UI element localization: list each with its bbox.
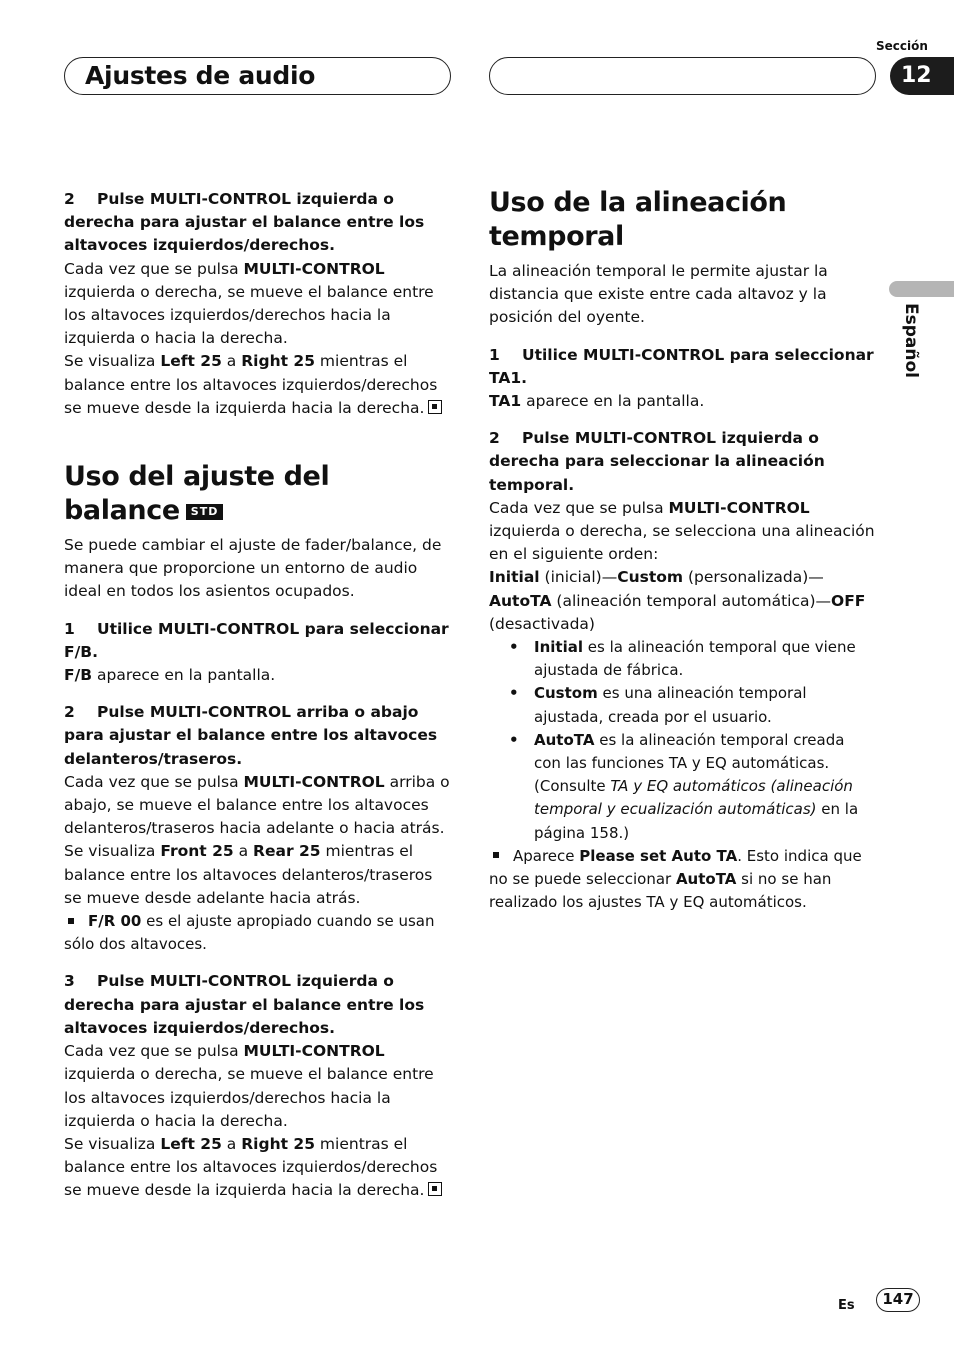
step-title: Pulse MULTI-CONTROL izquierda o derecha para ajustar el balance entre los altavoces izquierdos/derechos. <box>64 972 425 1037</box>
language-tab-label: Español <box>901 303 921 378</box>
step-heading <box>489 344 875 390</box>
note: F/R 00 es el ajuste apropiado cuando se usan sólo dos altavoces. <box>64 912 435 954</box>
paragraph: Cada vez que se pulsa MULTI-CONTROL izquierda o derecha, se selecciona una alineación en el siguiente orden: <box>489 498 875 564</box>
paragraph: Cada vez que se pulsa MULTI-CONTROL arriba o abajo, se mueve el balance entre los altavoces delanteros/traseros hacia adelante o hacia atrás. <box>64 772 450 838</box>
note-square-icon <box>493 852 499 858</box>
header-blank-box <box>489 57 876 95</box>
step-title: Pulse MULTI-CONTROL izquierda o derecha para ajustar el balance entre los altavoces izquierdos/derechos. <box>64 190 425 255</box>
step-title: Utilice MULTI-CONTROL para seleccionar F/B. <box>64 619 449 661</box>
step-title: Utilice MULTI-CONTROL para seleccionar TA1. <box>489 345 874 387</box>
list-item: • Initial es la alineación temporal que viene ajustada de fábrica. <box>489 636 875 682</box>
list-item: • AutoTA es la alineación temporal creada con las funciones TA y EQ automáticas. (Consulte TA y EQ automáticos (alineación temporal y ecualización automáticas) en la página 158.) <box>489 729 875 845</box>
step-number: 1 <box>489 345 500 364</box>
step-heading <box>64 618 450 664</box>
paragraph: Cada vez que se pulsa MULTI-CONTROL izquierda o derecha, se mueve el balance entre los altavoces izquierdos/derechos hacia la izquierda o hacia la derecha. <box>64 259 434 348</box>
end-mark-icon <box>428 400 442 414</box>
note-square-icon <box>68 918 74 924</box>
section-heading: Uso del ajuste del balance STD <box>64 461 330 527</box>
language-code: Es <box>838 1298 855 1313</box>
step-number: 1 <box>64 619 75 638</box>
section-title: Ajustes de audio <box>85 61 316 90</box>
list-item: • Custom es una alineación temporal ajustada, creada por el usuario. <box>489 682 875 728</box>
step-number: 2 <box>489 429 500 448</box>
paragraph: Se visualiza Left 25 a Right 25 mientras el balance entre los altavoces izquierdos/derechos se mueve desde la izquierda hacia la derecha. <box>64 1133 450 1203</box>
step-title: Pulse MULTI-CONTROL izquierda o derecha para seleccionar la alineación temporal. <box>489 429 825 494</box>
step-heading <box>64 701 450 771</box>
paragraph: Cada vez que se pulsa MULTI-CONTROL izquierda o derecha, se mueve el balance entre los altavoces izquierdos/derechos hacia la izquierda o hacia la derecha. <box>64 1042 434 1130</box>
paragraph: TA1 aparece en la pantalla. <box>489 392 705 411</box>
step-number: 2 <box>64 703 75 722</box>
right-column <box>489 186 875 914</box>
language-tab-bar <box>889 281 954 297</box>
paragraph: F/B aparece en la pantalla. <box>64 666 276 685</box>
step-title: Pulse MULTI-CONTROL arriba o abajo para ajustar el balance entre los altavoces delanteros/traseros. <box>64 703 438 768</box>
page-number: 147 <box>876 1288 920 1312</box>
step-number: 2 <box>64 190 75 208</box>
paragraph: Se visualiza Front 25 a Rear 25 mientras el balance entre los altavoces delanteros/traseros se mueve desde adelante hacia atrás. <box>64 842 433 907</box>
intro-paragraph: La alineación temporal le permite ajustar la distancia que existe entre cada altavoz y la posición del oyente. <box>489 262 828 327</box>
left-column <box>64 188 450 1203</box>
section-title-box <box>64 57 451 95</box>
note: Aparece Please set Auto TA. Esto indica que no se puede seleccionar AutoTA si no se han realizado los ajustes TA y EQ automáticos. <box>489 846 862 912</box>
step-heading <box>489 427 875 497</box>
section-label: Sección <box>876 39 928 53</box>
section-number-badge: 12 <box>890 57 954 95</box>
end-mark-icon <box>428 1182 442 1196</box>
paragraph: Se visualiza Left 25 a Right 25 mientras el balance entre los altavoces izquierdos/derechos se mueve desde la izquierda hacia la derecha. <box>64 350 450 420</box>
step-number: 3 <box>64 972 75 991</box>
section-heading: Uso de la alineación temporal <box>489 187 787 252</box>
step-heading <box>64 188 450 258</box>
intro-paragraph: Se puede cambiar el ajuste de fader/balance, de manera que proporcione un entorno de audio ideal en todos los asientos ocupados. <box>64 536 442 601</box>
order-sequence: Initial (inicial)—Custom (personalizada)—AutoTA (alineación temporal automática)—OFF (desactivada) <box>489 568 866 633</box>
step-heading <box>64 970 450 1040</box>
bullet-list <box>489 636 875 845</box>
std-badge-icon: STD <box>186 504 224 520</box>
